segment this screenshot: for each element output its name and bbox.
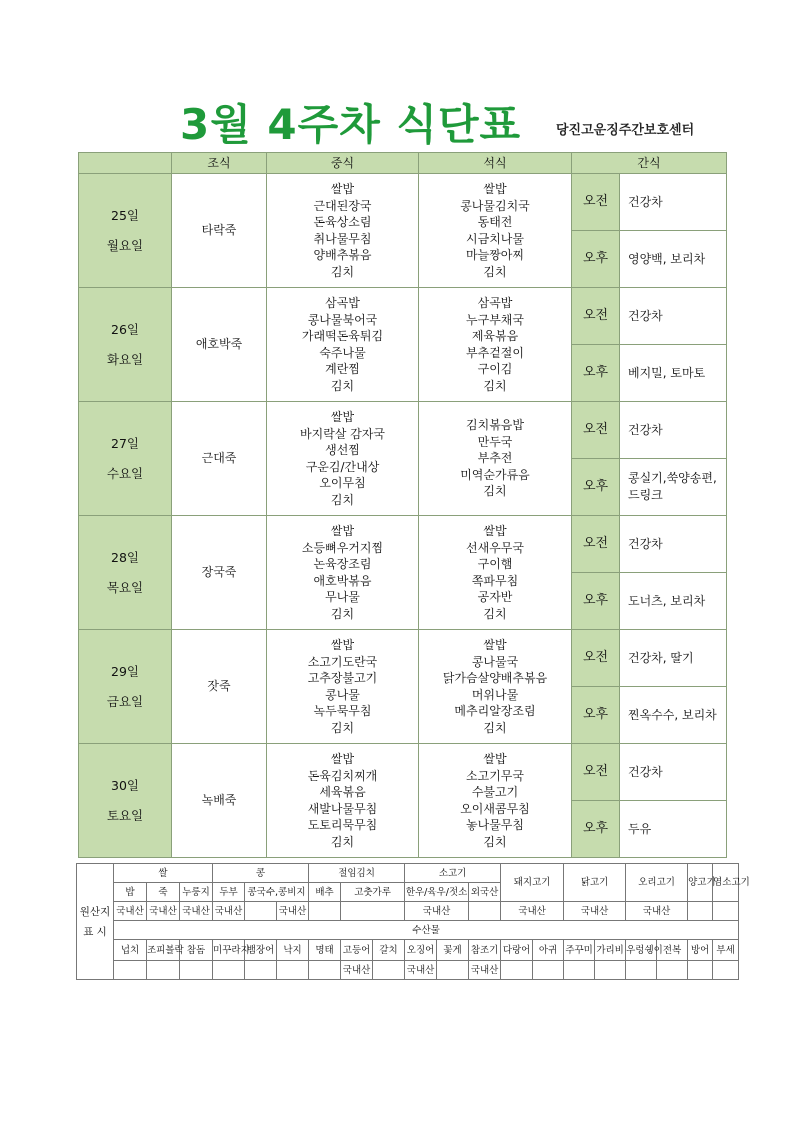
dinner-item: 누구부채국 (466, 312, 524, 327)
origin-value-hanwoo: 국내산 (405, 902, 469, 921)
origin-table (76, 863, 750, 980)
lunch-item: 콩나물북어국 (307, 312, 378, 327)
seafood-header: 수산물 (114, 921, 739, 940)
dinner-item: 수불고기 (471, 785, 519, 799)
snack-am-label: 오전 (572, 288, 620, 345)
breakfast-cell: 근대죽 (172, 402, 267, 516)
fish-origin (657, 961, 688, 980)
lunch-item: 소등뼈우거지찜 (301, 540, 384, 555)
snack-pm-label: 오후 (572, 573, 620, 630)
dinner-item: 김치 (483, 484, 507, 499)
lunch-item: 쌀밥 (330, 182, 355, 196)
snack-am: 건강차 (620, 744, 727, 801)
lunch-item: 숙주나물 (319, 345, 366, 360)
fish-origin (277, 961, 309, 980)
lunch-item: 근대된장국 (313, 198, 372, 213)
dinner-item: 김치볶음밥 (466, 418, 524, 433)
lunch-item: 쌀밥 (330, 638, 355, 652)
dinner-item: 선새우무국 (466, 540, 524, 555)
snack-pm: 두유 (620, 801, 727, 858)
dinner-cell (419, 744, 572, 858)
lunch-item: 양배추볶음 (313, 248, 372, 262)
lunch-item: 생선찜 (325, 443, 360, 457)
center-name: 당진고운징주간보호센터 (556, 123, 695, 138)
snack-pm-label: 오후 (572, 687, 620, 744)
breakfast-cell: 잣죽 (172, 630, 267, 744)
origin-value-goat (713, 902, 739, 921)
dinner-item: 쌀밥 (483, 638, 507, 652)
origin-chili: 고춧가루 (341, 883, 405, 902)
goat-header: 염소고기 (713, 864, 739, 902)
fish-origin (309, 961, 341, 980)
dinner-item: 오이새콤무침 (460, 801, 530, 816)
fish-name: 전복 (657, 940, 688, 961)
origin-value-tofu: 국내산 (213, 902, 245, 921)
fish-origin: 국내산 (469, 961, 501, 980)
origin-rice-nurungji: 누룽지 (180, 883, 213, 902)
snack-am-label: 오전 (572, 516, 620, 573)
day-cell (79, 516, 172, 630)
fish-name: 꽃게 (437, 940, 469, 961)
lunch-item: 김치 (330, 720, 355, 735)
dinner-item: 김치 (483, 720, 507, 735)
page-title: 3월 4주차 식단표 (180, 100, 522, 149)
lunch-item: 새발나물무침 (307, 801, 378, 816)
lunch-item: 소고기도란국 (307, 654, 378, 669)
dinner-item: 닭가슴살양배추볶음 (442, 671, 548, 685)
snack-pm-label: 오후 (572, 345, 620, 402)
weekly-menu-table (78, 152, 727, 858)
lunch-item: 삼곡밥 (325, 296, 360, 310)
lunch-item: 김치 (330, 378, 355, 393)
fish-name: 참조기 (469, 940, 501, 961)
lunch-item: 바지락살 감자국 (300, 426, 385, 441)
origin-value-bean-noodle: 국내산 (277, 902, 309, 921)
origin-tofu: 두부 (213, 883, 245, 902)
lunch-cell (267, 630, 419, 744)
lunch-item: 취나물무침 (313, 231, 372, 246)
lunch-item: 세육볶음 (319, 785, 366, 799)
day-cell (79, 402, 172, 516)
dinner-item: 제육볶음 (471, 329, 519, 343)
day-date: 30일 (111, 777, 139, 793)
fish-name: 오징어 (405, 940, 437, 961)
dinner-cell (419, 174, 572, 288)
day-cell (79, 744, 172, 858)
day-date: 25일 (111, 207, 139, 223)
fish-name: 넙치 (114, 940, 147, 961)
day-weekday: 목요일 (106, 579, 144, 595)
lunch-cell (267, 174, 419, 288)
lunch-item: 돈육상소림 (313, 215, 372, 229)
dinner-item: 놓나물무침 (466, 818, 524, 832)
breakfast-cell: 애호박죽 (172, 288, 267, 402)
dinner-item: 만두국 (477, 434, 513, 449)
day-cell (79, 630, 172, 744)
dinner-item: 쪽파무침 (471, 573, 519, 588)
lunch-item: 김치 (330, 264, 355, 279)
dinner-item: 동태전 (477, 215, 513, 229)
fish-origin (147, 961, 180, 980)
dinner-item: 쌀밥 (483, 752, 507, 766)
day-row (79, 174, 727, 231)
dinner-header: 석식 (419, 153, 572, 174)
origin-hanwoo: 한우/육우/젓소 (405, 883, 469, 902)
origin-value-nurungji: 국내산 (180, 902, 213, 921)
snack-pm-label: 오후 (572, 231, 620, 288)
day-date: 27일 (111, 435, 139, 451)
snack-am-label: 오전 (572, 402, 620, 459)
fish-origin (180, 961, 213, 980)
dinner-item: 콩나물국 (471, 654, 519, 669)
lunch-item: 쌀밥 (330, 752, 355, 766)
duck-header: 오리고기 (626, 864, 688, 902)
lunch-cell (267, 288, 419, 402)
snack-am: 건강차, 딸기 (620, 630, 727, 687)
origin-value-foreign-beef (469, 902, 501, 921)
day-weekday: 토요일 (106, 807, 144, 823)
origin-rice-juk: 죽 (147, 883, 180, 902)
day-weekday: 화요일 (106, 351, 144, 367)
origin-cabbage: 배추 (309, 883, 341, 902)
fish-name: 뱀장어 (245, 940, 277, 961)
fish-name: 우렁쉥이 (626, 940, 657, 961)
lunch-item: 쌀밥 (330, 524, 355, 538)
dinner-item: 메추리알장조림 (454, 704, 536, 718)
origin-value-pork: 국내산 (501, 902, 564, 921)
pork-header: 돼지고기 (501, 864, 564, 902)
snack-am: 건강차 (620, 402, 727, 459)
day-row (79, 402, 727, 459)
kimchi-header: 절임김치 (309, 864, 405, 883)
day-date: 26일 (111, 321, 139, 337)
lunch-item: 계란찜 (325, 362, 360, 376)
fish-origin (713, 961, 739, 980)
lunch-item: 고추장불고기 (307, 671, 378, 685)
lamb-header: 양고기 (688, 864, 713, 902)
origin-value-chicken: 국내산 (564, 902, 626, 921)
fish-origin: 국내산 (405, 961, 437, 980)
snack-am-label: 오전 (572, 630, 620, 687)
snack-am: 건강차 (620, 288, 727, 345)
beef-header: 소고기 (405, 864, 501, 883)
origin-foreign-beef: 외국산 (469, 883, 501, 902)
day-cell (79, 288, 172, 402)
dinner-cell (419, 516, 572, 630)
dinner-item: 공자반 (477, 590, 513, 604)
snack-pm: 도너츠, 보리차 (620, 573, 727, 630)
origin-value-chili (341, 902, 405, 921)
fish-name: 아귀 (533, 940, 564, 961)
snack-pm: 찐옥수수, 보리차 (620, 687, 727, 744)
lunch-item: 녹두묵무침 (313, 704, 372, 718)
snack-pm: 베지밀, 토마토 (620, 345, 727, 402)
fish-name: 낙지 (277, 940, 309, 961)
fish-name: 참돔 (180, 940, 213, 961)
day-date: 28일 (111, 549, 139, 565)
snack-header: 간식 (572, 153, 727, 174)
fish-origin (245, 961, 277, 980)
snack-pm-label: 오후 (572, 459, 620, 516)
breakfast-cell: 녹배죽 (172, 744, 267, 858)
fish-name: 다랑어 (501, 940, 533, 961)
day-row (79, 744, 727, 801)
lunch-item: 논육장조림 (313, 557, 372, 571)
fish-origin (114, 961, 147, 980)
fish-name: 가리비 (595, 940, 626, 961)
dinner-item: 김치 (483, 264, 507, 279)
corner-cell (79, 153, 172, 174)
day-cell (79, 174, 172, 288)
fish-origin (626, 961, 657, 980)
origin-rice-bap: 밥 (114, 883, 147, 902)
lunch-item: 김치 (330, 834, 355, 849)
lunch-item: 애호박볶음 (313, 573, 372, 588)
fish-name: 조피볼락 (147, 940, 180, 961)
breakfast-cell: 장국죽 (172, 516, 267, 630)
fish-name: 주꾸미 (564, 940, 595, 961)
fish-name: 방어 (688, 940, 713, 961)
lunch-item: 오이무침 (319, 476, 366, 490)
lunch-item: 가래떡돈육튀김 (301, 329, 384, 343)
fish-origin: 국내산 (341, 961, 373, 980)
fish-origin (437, 961, 469, 980)
origin-label: 원산지 표 시 (77, 864, 114, 980)
fish-origin (373, 961, 405, 980)
lunch-cell (267, 516, 419, 630)
dinner-cell (419, 288, 572, 402)
lunch-item: 도토리묵무침 (307, 818, 378, 832)
dinner-item: 마늘짱아찌 (466, 248, 524, 262)
snack-am-label: 오전 (572, 744, 620, 801)
dinner-item: 구이김 (477, 362, 513, 376)
dinner-item: 쌀밥 (483, 182, 507, 196)
dinner-item: 김치 (483, 606, 507, 621)
origin-value-rice-bap: 국내산 (114, 902, 147, 921)
day-row (79, 288, 727, 345)
dinner-item: 소고기무국 (466, 768, 524, 783)
lunch-item: 돈육김치찌개 (307, 768, 378, 783)
dinner-cell (419, 630, 572, 744)
fish-origin (688, 961, 713, 980)
lunch-header: 중식 (267, 153, 419, 174)
bean-header: 콩 (213, 864, 309, 883)
fish-name: 고등어 (341, 940, 373, 961)
origin-value-cabbage (309, 902, 341, 921)
fish-name: 부세 (713, 940, 739, 961)
fish-name: 갈치 (373, 940, 405, 961)
breakfast-cell: 타락죽 (172, 174, 267, 288)
lunch-item: 쌀밥 (330, 410, 355, 424)
lunch-cell (267, 744, 419, 858)
day-weekday: 월요일 (106, 237, 144, 253)
dinner-item: 부추겉절이 (466, 345, 524, 360)
snack-am: 건강차 (620, 174, 727, 231)
day-date: 29일 (111, 663, 139, 679)
fish-name: 미꾸라지 (213, 940, 245, 961)
fish-origin (533, 961, 564, 980)
fish-origin (213, 961, 245, 980)
dinner-item: 시금치나물 (466, 231, 524, 246)
dinner-cell (419, 402, 572, 516)
dinner-item: 김치 (483, 834, 507, 849)
lunch-item: 김치 (330, 606, 355, 621)
lunch-item: 김치 (330, 492, 355, 507)
fish-origin (595, 961, 626, 980)
fish-origin (501, 961, 533, 980)
lunch-item: 무나물 (325, 590, 360, 604)
snack-am: 건강차 (620, 516, 727, 573)
lunch-item: 구운김/간내상 (305, 459, 380, 474)
dinner-item: 구이햄 (477, 557, 513, 571)
day-row (79, 630, 727, 687)
origin-value-bean-blank (245, 902, 277, 921)
origin-value-rice-juk: 국내산 (147, 902, 180, 921)
fish-name: 명태 (309, 940, 341, 961)
dinner-item: 삼곡밥 (477, 296, 513, 310)
day-row (79, 516, 727, 573)
menu-header-row (79, 153, 727, 174)
day-weekday: 수요일 (106, 465, 144, 481)
snack-pm: 영양백, 보리차 (620, 231, 727, 288)
snack-am-label: 오전 (572, 174, 620, 231)
lunch-cell (267, 402, 419, 516)
dinner-item: 콩나물김치국 (460, 198, 530, 213)
dinner-item: 쌀밥 (483, 524, 507, 538)
dinner-item: 머위나물 (471, 687, 519, 702)
dinner-item: 부추전 (477, 451, 513, 466)
dinner-item: 김치 (483, 378, 507, 393)
origin-value-lamb (688, 902, 713, 921)
breakfast-header: 조식 (172, 153, 267, 174)
snack-pm-label: 오후 (572, 801, 620, 858)
lunch-item: 콩나물 (325, 687, 360, 702)
origin-bean-noodle: 콩국수,콩비지 (245, 883, 309, 902)
fish-origin (564, 961, 595, 980)
rice-header: 쌀 (114, 864, 213, 883)
snack-pm: 콩실기,쑥양송편, 드링크 (620, 459, 727, 516)
chicken-header: 닭고기 (564, 864, 626, 902)
origin-value-duck: 국내산 (626, 902, 688, 921)
day-weekday: 금요일 (106, 693, 144, 709)
dinner-item: 미역순가류음 (460, 467, 530, 482)
